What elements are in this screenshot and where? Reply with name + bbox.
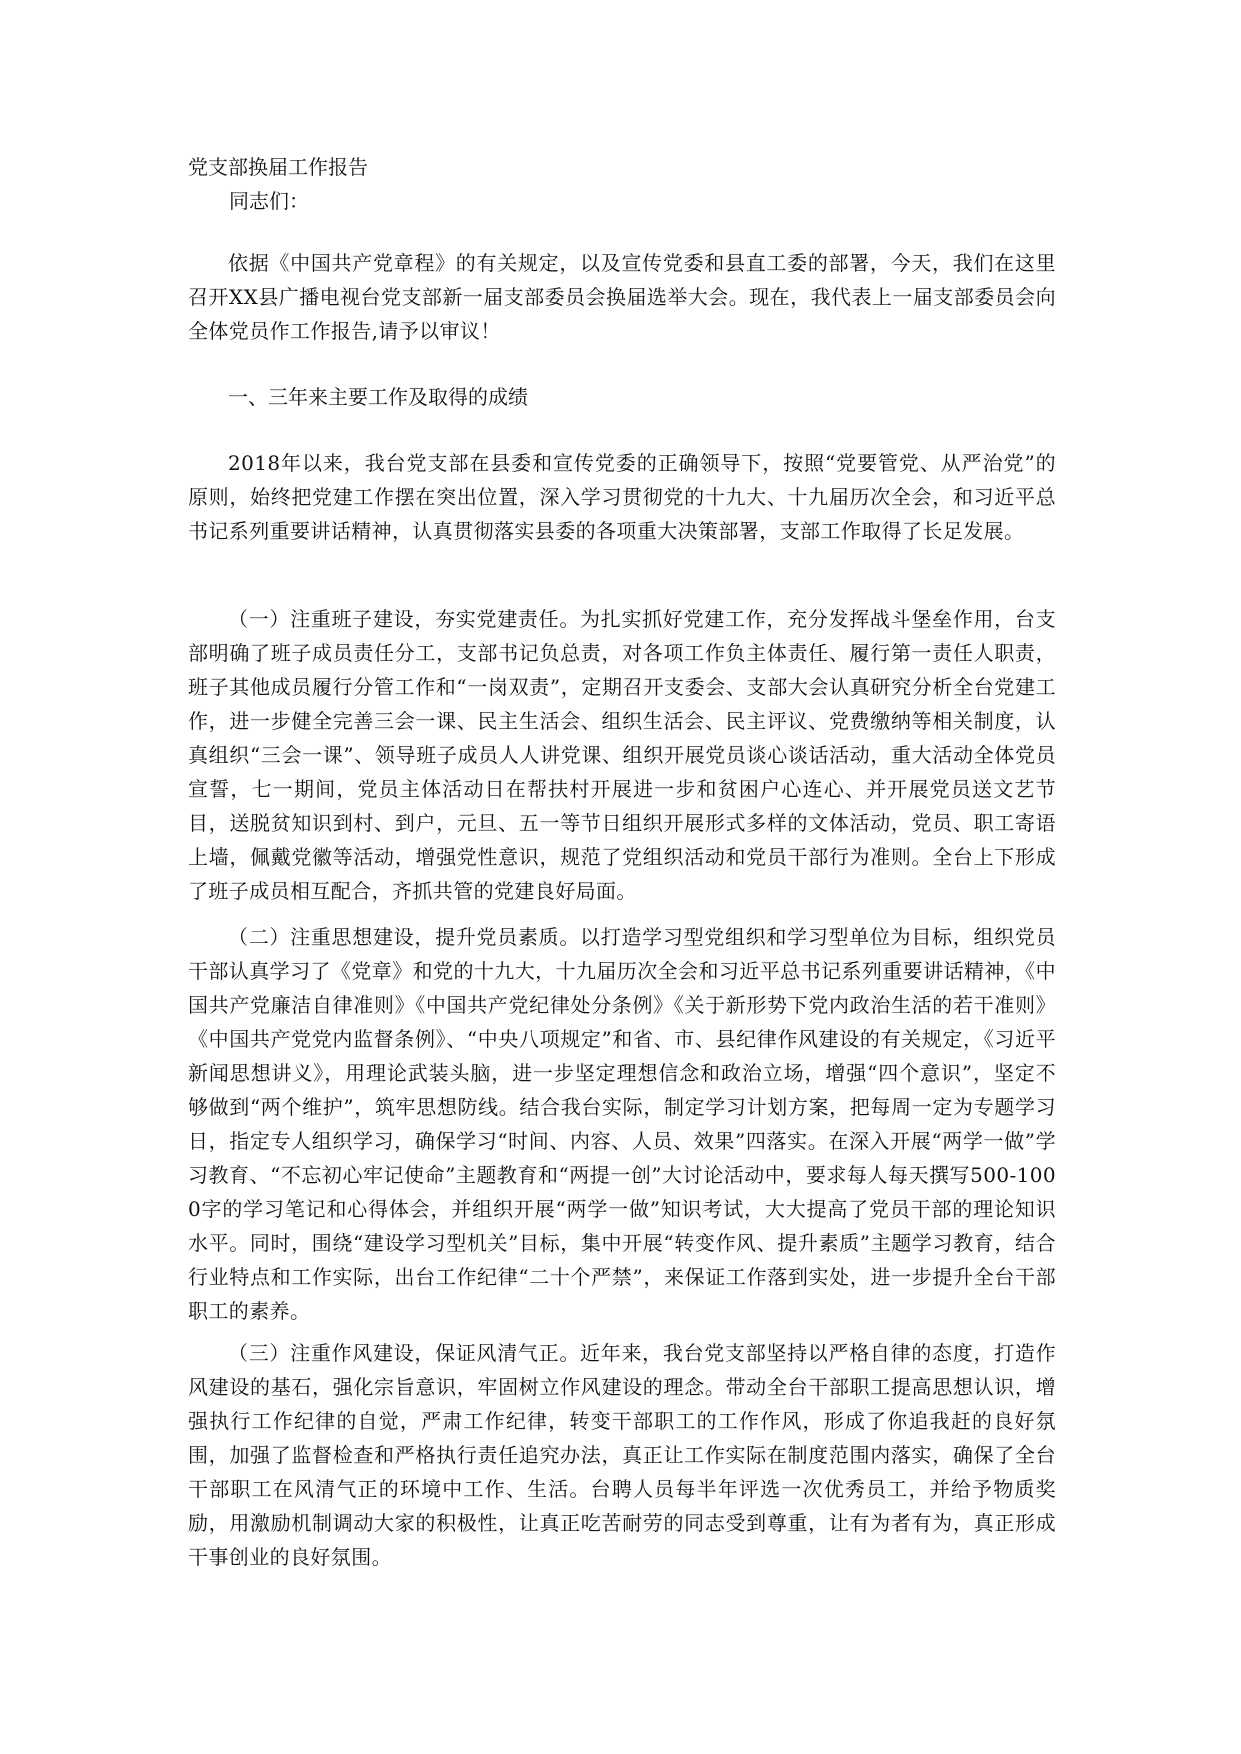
document-title: 党支部换届工作报告 — [188, 155, 368, 179]
subsection-ideological-building-paragraph: （二）注重思想建设，提升党员素质。以打造学习型党组织和学习型单位为目标，组织党员干部认真学习了《党章》和党的十九大，十九届历次全会和习近平总书记系列重要讲话精神，《中国共产党廉洁自律准则》《中国共产党纪律处分条例》《关于新形势下党内政治生活的若干准则》《中国共产党党内监督条例》、“中央八项规定”和省、市、县纪律作风建设的有关规定，《习近平新闻思想讲义》，用理论武装头脑，进一步坚定理想信念和政治立场，增强“四个意识”，坚定不够做到“两个维护”，筑牢思想防线。结合我台实际，制定学习计划方案，把每周一定为专题学习日，指定专人组织学习，确保学习“时间、内容、人员、效果”四落实。在深入开展“两学一做”学习教育、“不忘初心牢记使命”主题教育和“两提一创”大讨论活动中，要求每人每天撰写500-1000字的学习笔记和心得体会，并组织开展“两学一做”知识考试，大大提高了党员干部的理论知识水平。同时，围绕“建设学习型机关”目标，集中开展“转变作风、提升素质”主题学习教育，结合行业特点和工作实际，出台工作纪律“二十个严禁”，来保证工作落到实处，进一步提升全台干部职工的素养。 — [188, 925, 1056, 1323]
subsection-work-style-paragraph: （三）注重作风建设，保证风清气正。近年来，我台党支部坚持以严格自律的态度，打造作风建设的基石，强化宗旨意识，牢固树立作风建设的理念。带动全台干部职工提高思想认识，增强执行工作纪律的自觉，严肃工作纪律，转变干部职工的工作作风，形成了你追我赶的良好氛围，加强了监督检查和严格执行责任追究办法，真正让工作实际在制度范围内落实，确保了全台干部职工在风清气正的环境中工作、生活。台聘人员每半年评选一次优秀员工，并给予物质奖励，用激励机制调动大家的积极性，让真正吃苦耐劳的同志受到尊重，让有为者有为，真正形成干事创业的良好氛围。 — [188, 1341, 1056, 1569]
overview-paragraph: 2018年以来，我台党支部在县委和宣传党委的正确领导下，按照“党要管党、从严治党”的原则，始终把党建工作摆在突出位置，深入学习贯彻党的十九大、十九届历次全会，和习近平总书记系列重要讲话精神，认真贯彻落实县委的各项重大决策部署，支部工作取得了长足发展。 — [188, 451, 1056, 543]
section-heading-one: 一、三年来主要工作及取得的成绩 — [228, 385, 528, 409]
subsection-team-building-paragraph: （一）注重班子建设，夯实党建责任。为扎实抓好党建工作，充分发挥战斗堡垒作用，台支部明确了班子成员责任分工，支部书记负总责，对各项工作负主体责任、履行第一责任人职责，班子其他成员履行分管工作和“一岗双责”，定期召开支委会、支部大会认真研究分析全台党建工作，进一步健全完善三会一课、民主生活会、组织生活会、民主评议、党费缴纳等相关制度，认真组织“三会一课”、领导班子成员人人讲党课、组织开展党员谈心谈话活动，重大活动全体党员宣誓，七一期间，党员主体活动日在帮扶村开展进一步和贫困户心连心、并开展党员送文艺节目，送脱贫知识到村、到户，元旦、五一等节日组织开展形式多样的文体活动，党员、职工寄语上墙，佩戴党徽等活动，增强党性意识，规范了党组织活动和党员干部行为准则。全台上下形成了班子成员相互配合，齐抓共管的党建良好局面。 — [188, 607, 1056, 903]
salutation: 同志们： — [229, 189, 309, 213]
intro-paragraph: 依据《中国共产党章程》的有关规定，以及宣传党委和县直工委的部署，今天，我们在这里召开XX县广播电视台党支部新一届支部委员会换届选举大会。现在，我代表上一届支部委员会向全体党员作工作报告,请予以审议！ — [188, 251, 1056, 343]
